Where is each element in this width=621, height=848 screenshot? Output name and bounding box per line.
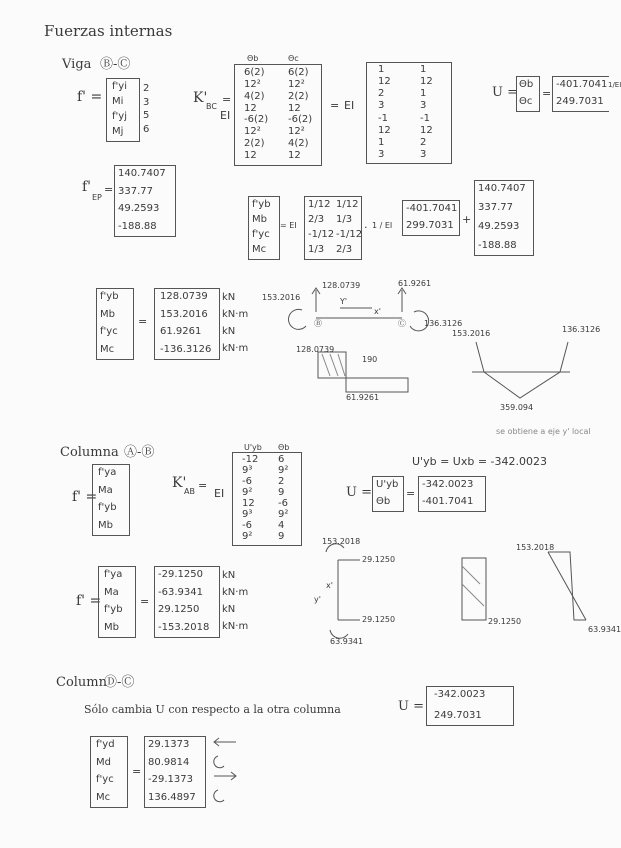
viga-shear-hatch-2 — [330, 354, 338, 376]
columna-fvec-3: Mb — [98, 519, 113, 531]
viga-res-val-0: 128.0739 — [160, 291, 208, 302]
viga-fbd-right: 61.9261 — [398, 279, 432, 288]
columna-moment-bot: 63.9341 — [588, 625, 621, 634]
viga-res-lhs-3: Mc — [100, 343, 115, 355]
viga-u-eq: = — [542, 87, 552, 100]
columna-k-symbol: K' — [172, 475, 187, 491]
viga-eq-f-2: 49.2593 — [478, 221, 520, 232]
viga-fbd-top: 128.0739 — [322, 281, 361, 290]
columna-k-c1-2: -6 — [242, 476, 252, 487]
viga-res-vals — [160, 291, 211, 355]
columna-u-symbol: U = — [346, 485, 372, 500]
viga-res-eq: = — [138, 315, 148, 328]
viga-fbd-rightm: 136.3126 — [424, 319, 463, 328]
viga-shear-hatch-1 — [322, 354, 330, 376]
columna-fbd-top-v: 29.1250 — [362, 555, 396, 564]
columna-k-c2-6: 4 — [278, 520, 285, 531]
columna-res-eq: = — [140, 595, 150, 608]
viga-k2-c1-7: 3 — [378, 148, 385, 160]
column2-desc: Sólo cambia U con respecto a la otra columna — [84, 703, 341, 716]
viga-k-c2-6: 4(2) — [288, 138, 309, 150]
columna-res-lhs-1: Ma — [104, 586, 119, 598]
columna-k-head-1: Θb — [278, 443, 290, 452]
columna-k-col2 — [278, 454, 288, 542]
viga-shear-neg — [346, 378, 408, 392]
viga-fvec-idx-0: 2 — [143, 83, 150, 94]
columna-note-1: U'yb = Uxb = -342.0023 — [412, 455, 547, 468]
viga-k2-c1-3: 3 — [378, 100, 385, 112]
columna-u-vec-1: Θb — [376, 496, 391, 507]
viga-eq-lhs-1: Mb — [252, 214, 267, 225]
viga-k2-c2-4: -1 — [420, 112, 430, 124]
columna-res-val-2: 29.1250 — [158, 604, 200, 616]
columna-fvec-1: Ma — [98, 484, 113, 496]
viga-res-lhs-2: f'yc — [100, 326, 118, 338]
viga-res-lhs — [100, 291, 119, 355]
columna-res-units — [222, 570, 248, 632]
columna-k-eq: = — [198, 479, 208, 492]
viga-res-unit-2: kN — [222, 326, 236, 337]
viga-k2-c2-5: 12 — [420, 124, 433, 136]
column2-moment-1 — [214, 756, 224, 768]
viga-fvec-symbol: f' = — [77, 89, 103, 105]
col-moment-diag — [548, 552, 586, 620]
viga-fep-val-1: 337.77 — [118, 185, 153, 197]
columna-k-c1-3: 9² — [242, 487, 253, 498]
viga-fvec-3: Mj — [112, 126, 124, 137]
column2-u-symbol: U = — [398, 699, 424, 714]
columna-k-c2-0: 6 — [278, 454, 285, 465]
column2-u-val-0: -342.0023 — [434, 689, 486, 700]
viga-k-c1-5: 12² — [244, 126, 261, 138]
viga-eq-mat-0: 1/12 — [308, 199, 331, 210]
viga-fvec-idx-3: 6 — [143, 123, 150, 135]
column2-members: Ⓓ-Ⓒ — [104, 675, 135, 690]
columna-k-ei: EI — [214, 487, 225, 500]
page-title: Fuerzas internas — [44, 22, 173, 40]
columna-k-c2-3: 9 — [278, 487, 285, 498]
columna-res-unit-3: kN·m — [222, 621, 249, 632]
viga-fep-vals — [118, 168, 166, 232]
viga-k-col1 — [244, 67, 268, 161]
viga-k2-c2-7: 3 — [420, 148, 427, 160]
viga-res-units — [222, 292, 248, 354]
viga-k-eq2: = — [330, 99, 340, 112]
columna-fbd-bot-m: 63.9341 — [330, 637, 364, 646]
viga-eq-eq1: = EI — [280, 221, 297, 230]
viga-eq-mat-2: 2/3 — [308, 214, 325, 225]
viga-eq-mat-4: -1/12 — [308, 229, 335, 240]
columna-note-2: se obtiene a eje y' local — [496, 427, 591, 436]
viga-k2-c1-2: 2 — [378, 88, 385, 100]
columna-res-unit-0: kN — [222, 570, 236, 581]
viga-k-c1-3: 12 — [244, 102, 257, 114]
viga-k-head-0: Θb — [247, 54, 259, 63]
col-moment-outline — [548, 552, 586, 620]
viga-k-ei: EI — [220, 109, 231, 122]
columna-moment-top: 153.2018 — [516, 543, 555, 552]
columna-fvec-symbol: f' = — [72, 489, 98, 505]
columna-fbd-y: y' — [314, 595, 321, 604]
viga-eq-lhs-0: f'yb — [252, 199, 271, 210]
viga-k-c2-3: 12 — [288, 102, 301, 114]
columna-res-val-0: -29.1250 — [158, 569, 203, 580]
viga-moment-bot: 359.094 — [500, 403, 534, 412]
viga-k-c2-2: 2(2) — [288, 90, 309, 102]
viga-k-c2-1: 12² — [288, 78, 305, 90]
column2-val-2: -29.1373 — [148, 774, 193, 786]
viga-k-sub: BC — [206, 102, 217, 111]
viga-u-vec-1: Θc — [519, 96, 533, 107]
column2-arrowhead-right — [231, 772, 236, 780]
column2-arrowhead-left — [214, 738, 219, 746]
column2-vals — [148, 739, 196, 803]
columna-k-c1-6: -6 — [242, 520, 252, 531]
viga-k2-c1-0: 1 — [378, 64, 385, 75]
viga-eq-f-1: 337.77 — [478, 202, 513, 213]
viga-k-head-1: Θc — [288, 54, 299, 63]
column2-moment-2 — [214, 790, 224, 802]
columna-u-vec — [376, 479, 398, 507]
viga-eq-u-1: 299.7031 — [406, 220, 454, 231]
columna-res-lhs-3: Mb — [104, 621, 119, 633]
viga-fvec-idx-1: 3 — [143, 96, 150, 108]
columna-u-vals — [422, 479, 473, 507]
viga-fvec-0: f'yi — [112, 81, 127, 92]
viga-eq-mat-1: 1/12 — [336, 199, 359, 210]
viga-k-c1-7: 12 — [244, 149, 257, 161]
viga-k2-c2-0: 1 — [420, 64, 427, 75]
viga-res-unit-3: kN·m — [222, 343, 249, 354]
columna-res-lhs-0: f'ya — [104, 569, 123, 580]
viga-eq-lhs-2: f'yc — [252, 229, 270, 240]
viga-u-vec-0: Θb — [519, 79, 534, 90]
viga-eq-mat-3: 1/3 — [336, 214, 353, 225]
columna-u-val-1: -401.7041 — [422, 496, 474, 507]
viga-members: Ⓑ-Ⓒ — [100, 57, 131, 72]
col-shear-hatch-1 — [462, 566, 480, 584]
viga-k2-c2-2: 1 — [420, 88, 427, 100]
columna-res-val-1: -63.9341 — [158, 586, 203, 598]
columna-k-c2-2: 2 — [278, 476, 285, 487]
viga-fvec-indices — [143, 83, 149, 135]
viga-fep-sub: EP — [92, 193, 102, 202]
viga-eq-f-0: 140.7407 — [478, 183, 526, 194]
columna-k-c1-5: 9³ — [242, 509, 253, 520]
columna-k-c1-7: 9² — [242, 531, 253, 542]
viga-shear-pos — [318, 352, 346, 378]
viga-res-val-3: -136.3126 — [160, 343, 212, 355]
viga-u-note: 1/EI — [608, 81, 621, 89]
columna-k-c2-1: 9² — [278, 465, 289, 476]
columna-res-symbol: f' = — [76, 593, 102, 609]
viga-res-lhs-0: f'yb — [100, 291, 119, 302]
columna-k-head-0: U'yb — [244, 443, 262, 452]
viga-k2-c2-3: 3 — [420, 100, 427, 112]
viga-k2-c1-5: 12 — [378, 124, 391, 136]
column2-u-vals — [434, 689, 485, 721]
viga-eq-u-0: -401.7041 — [406, 203, 458, 214]
viga-fbd-moment-b — [289, 309, 306, 329]
viga-fbd-left: 153.2016 — [262, 293, 301, 302]
viga-label: Viga — [62, 57, 92, 72]
columna-label: Columna — [60, 445, 119, 460]
column2-eq: = — [132, 765, 142, 778]
viga-k-eq: = — [222, 93, 232, 106]
columna-fvec-2: f'yb — [98, 502, 117, 514]
columna-res-unit-1: kN·m — [222, 587, 249, 598]
viga-eq-mat-col2 — [336, 199, 362, 255]
viga-fbd-arrowhead-b — [312, 288, 320, 294]
viga-k-c2-0: 6(2) — [288, 67, 309, 78]
viga-shear-bot: 61.9261 — [346, 393, 380, 402]
columna-fbd-x: x' — [326, 581, 333, 590]
viga-shear-hatch-3 — [338, 354, 345, 376]
viga-fvec-2: f'yj — [112, 111, 127, 122]
viga-fbd-arrowhead-c — [398, 288, 406, 294]
columna-k-sub: AB — [184, 487, 195, 496]
viga-u-val-1: 249.7031 — [556, 96, 604, 107]
viga-eq-lhs-3: Mc — [252, 244, 267, 255]
columna-res-vals — [158, 569, 209, 633]
viga-k-c2-5: 12² — [288, 126, 305, 138]
column2-val-0: 29.1373 — [148, 739, 190, 750]
viga-eq-lhs — [252, 199, 271, 255]
viga-res-val-2: 61.9261 — [160, 326, 202, 338]
viga-k2-col2 — [420, 64, 433, 160]
viga-k-symbol: K' — [193, 90, 208, 106]
viga-eq-mat-5: -1/12 — [336, 229, 363, 240]
columna-fvec-0: f'ya — [98, 467, 117, 478]
columna-fbd-bot-v: 29.1250 — [362, 615, 396, 624]
columna-fbd-top-m: 153.2018 — [322, 537, 361, 546]
columna-u-vec-0: U'yb — [376, 479, 399, 490]
columna-k-c1-1: 9³ — [242, 465, 253, 476]
columna-res-unit-2: kN — [222, 604, 236, 615]
viga-fbd-b: Ⓑ — [314, 319, 322, 328]
column2-lhs-1: Md — [96, 756, 111, 768]
viga-k-c1-4: -6(2) — [244, 114, 269, 126]
viga-k-c2-7: 12 — [288, 149, 301, 161]
columna-k-col1 — [242, 454, 258, 542]
viga-k2-c1-1: 12 — [378, 76, 391, 88]
columna-u-val-0: -342.0023 — [422, 479, 474, 490]
columna-res-lhs-2: f'yb — [104, 604, 123, 616]
columna-res-val-3: -153.2018 — [158, 621, 210, 633]
viga-res-unit-1: kN·m — [222, 309, 249, 320]
viga-k-c1-1: 12² — [244, 78, 261, 90]
viga-k2-c2-6: 2 — [420, 136, 427, 148]
columna-k-c1-0: -12 — [242, 454, 259, 465]
viga-k2-c2-1: 12 — [420, 76, 433, 88]
viga-k-c1-0: 6(2) — [244, 67, 265, 78]
viga-moment-left: 153.2016 — [452, 329, 491, 338]
col-shear-rect — [462, 558, 486, 620]
columna-k-c2-4: -6 — [278, 498, 288, 509]
column2-lhs-3: Mc — [96, 791, 111, 803]
viga-u-vec — [519, 79, 533, 107]
viga-k2-c1-4: -1 — [378, 112, 388, 124]
viga-eq-u — [406, 203, 457, 231]
column2-val-1: 80.9814 — [148, 756, 190, 768]
col-shear-hatch-2 — [462, 584, 484, 606]
viga-eq-plus: + — [462, 213, 472, 226]
viga-eq-inv-ei: 1 / EI — [372, 221, 393, 230]
viga-fep-eq: = — [104, 183, 114, 196]
columna-shear-v: 29.1250 — [488, 617, 522, 626]
viga-res-val-1: 153.2016 — [160, 308, 208, 320]
viga-moment-right: 136.3126 — [562, 325, 601, 334]
viga-fvec-1: Mi — [112, 96, 124, 107]
viga-fvec-idx-2: 5 — [143, 110, 150, 122]
viga-fbd-x: x' — [374, 307, 381, 316]
viga-moment-curve — [476, 342, 568, 398]
viga-eq-mat-6: 1/3 — [308, 244, 325, 255]
viga-k-ei2: EI — [344, 99, 355, 112]
columna-fvec — [98, 467, 117, 531]
viga-fbd-y: Y' — [340, 297, 348, 306]
columna-k-c2-7: 9 — [278, 531, 285, 542]
viga-eq-dot: · — [364, 221, 368, 234]
viga-eq-mat-7: 2/3 — [336, 244, 353, 255]
viga-k-c2-4: -6(2) — [288, 114, 313, 126]
viga-shear-mid: 190 — [362, 355, 378, 364]
viga-u-vals — [556, 79, 607, 107]
viga-res-unit-0: kN — [222, 292, 236, 303]
viga-u-val-0: -401.7041 — [556, 79, 608, 90]
columna-k-c2-5: 9² — [278, 509, 289, 520]
columna-k-c1-4: 12 — [242, 498, 255, 509]
viga-shear-top: 128.0739 — [296, 345, 335, 354]
viga-u-symbol: U = — [492, 85, 518, 100]
columna-members: Ⓐ-Ⓑ — [124, 445, 155, 460]
column2-lhs-2: f'yc — [96, 774, 114, 786]
column2-val-3: 136.4897 — [148, 791, 196, 803]
viga-fep-val-0: 140.7407 — [118, 168, 166, 179]
viga-fep-val-3: -188.88 — [118, 220, 157, 232]
viga-fep-symbol: f' — [82, 179, 92, 195]
viga-k-c1-2: 4(2) — [244, 90, 265, 102]
viga-k-col2 — [288, 67, 312, 161]
viga-k2-col1 — [378, 64, 391, 160]
viga-eq-f-3: -188.88 — [478, 240, 517, 251]
column2-u-val-1: 249.7031 — [434, 710, 482, 721]
viga-res-lhs-1: Mb — [100, 308, 115, 320]
columna-res-lhs — [104, 569, 123, 633]
viga-fep-val-2: 49.2593 — [118, 203, 160, 215]
viga-fbd-c: Ⓒ — [398, 319, 406, 328]
viga-k2-c1-6: 1 — [378, 136, 385, 148]
viga-eq-mat-col1 — [308, 199, 334, 255]
column2-lhs — [96, 739, 115, 803]
viga-fvec — [112, 81, 127, 137]
column2-label: Column — [56, 675, 108, 690]
viga-k-c1-6: 2(2) — [244, 138, 265, 150]
columna-u-eq: = — [406, 487, 416, 500]
viga-eq-f — [478, 183, 526, 251]
column2-lhs-0: f'yd — [96, 739, 115, 750]
